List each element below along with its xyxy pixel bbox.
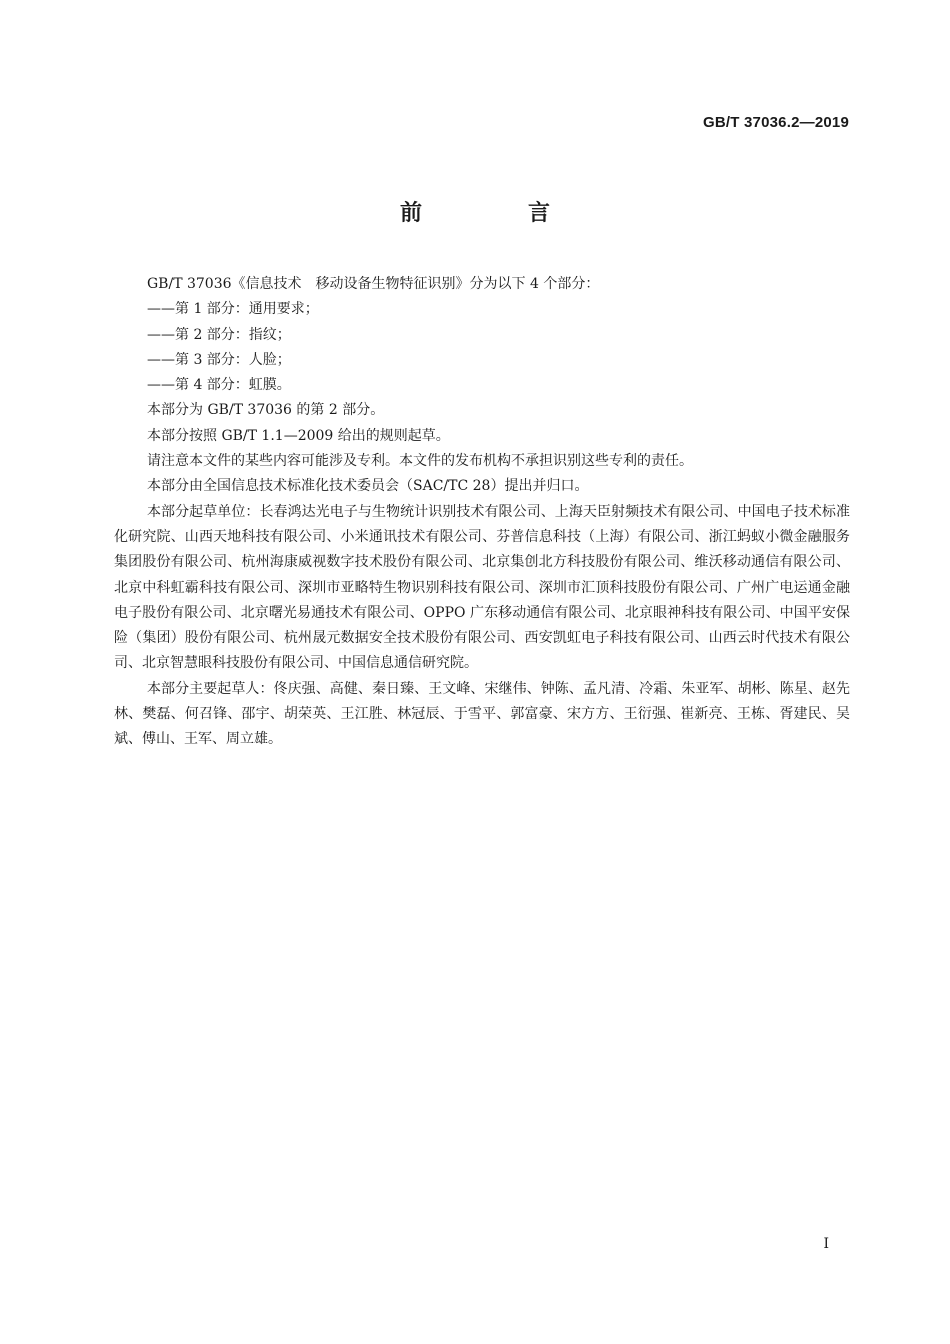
paragraph-drafting-rules: 本部分按照 GB/T 1.1—2009 给出的规则起草。	[147, 427, 450, 444]
paragraph-part-1: ——第 1 部分：通用要求；	[147, 301, 319, 318]
page-number: I	[823, 1236, 829, 1252]
paragraph-drafting-units: 本部分起草单位：长春鸿达光电子与生物统计识别技术有限公司、上海天臣射频技术有限公司、中国电子技术标准化研究院、山西天地科技有限公司、小米通讯技术有限公司、芬普信息科技（上海）有限公司、浙江蚂蚁小微金融服务集团股份有限公司、杭州海康威视数字技术股份有限公司、北京集创北方科技股份有限公司、维沃移动通信有限公司、北京中科虹霸科技有限公司、深圳市亚略特生物识别科技有限公司、深圳市汇顶科技股份有限公司、广州广电运通金融电子股份有限公司、北京曙光易通技术有限公司、OPPO 广东移动通信有限公司、北京眼神科技有限公司、中国平安保险（集团）股份有限公司、杭州晟元数据安全技术股份有限公司、西安凯虹电子科技有限公司、山西云时代技术有限公司、北京智慧眼科技股份有限公司、中国信息通信研究院。	[114, 503, 850, 672]
paragraph-this-part: 本部分为 GB/T 37036 的第 2 部分。	[147, 402, 385, 419]
paragraph-part-3: ——第 3 部分：人脸；	[147, 351, 291, 368]
paragraph-part-4: ——第 4 部分：虹膜。	[147, 377, 291, 394]
paragraph-patent-notice: 请注意本文件的某些内容可能涉及专利。本文件的发布机构不承担识别这些专利的责任。	[147, 453, 693, 470]
paragraph-main-drafters: 本部分主要起草人：佟庆强、高健、秦日臻、王文峰、宋继伟、钟陈、孟凡清、冷霜、朱亚军、胡彬、陈星、赵先林、樊磊、何召锋、邵宇、胡荣英、王江胜、林冠辰、于雪平、郭富豪、宋方方、王衍强、崔新亮、王栋、胥建民、吴斌、傅山、王军、周立雄。	[114, 680, 850, 748]
paragraph-part-2: ——第 2 部分：指纹；	[147, 326, 291, 343]
paragraph-proposed-by: 本部分由全国信息技术标准化技术委员会（SAC/TC 28）提出并归口。	[147, 478, 589, 495]
page-title: 前 言	[399, 201, 592, 226]
paragraph-parts-intro: GB/T 37036《信息技术 移动设备生物特征识别》分为以下 4 个部分：	[147, 276, 600, 292]
foreword-body	[114, 272, 850, 753]
standard-code: GB/T 37036.2—2019	[703, 114, 849, 131]
